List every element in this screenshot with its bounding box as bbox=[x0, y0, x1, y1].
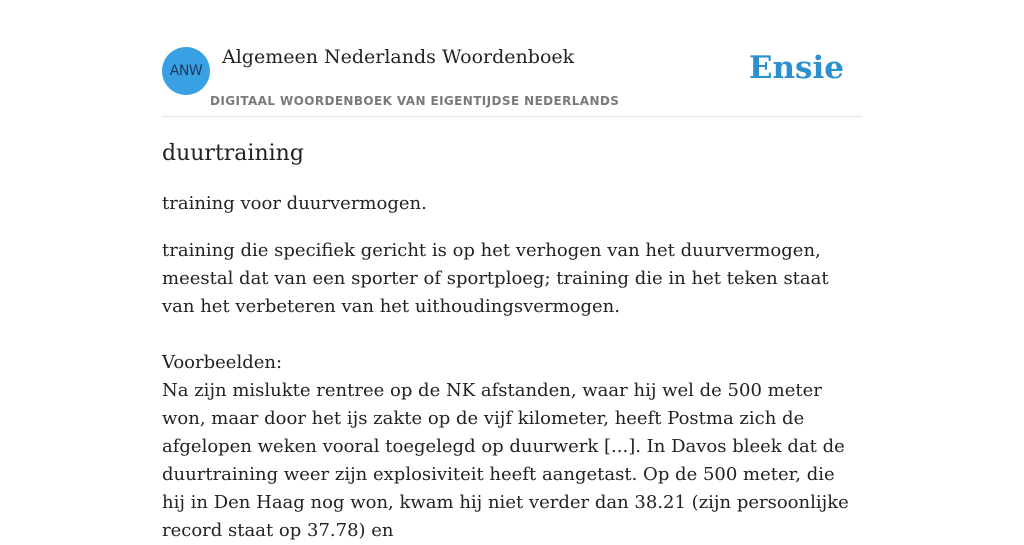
ensie-brand-link[interactable]: Ensie bbox=[748, 50, 844, 86]
examples-label: Voorbeelden: bbox=[162, 352, 283, 373]
page-title: duurtraining bbox=[162, 141, 304, 166]
logo-text: ANW bbox=[169, 63, 203, 79]
example-text: Na zijn mislukte rentree op de NK afstanden, waar hij wel de 500 meter won, maar door het ijs zakte op de vijf kilometer, heeft Postma zich de afgelopen weken vooral toegelegd op duurwerk [...]. In Davos bleek dat de duurtraining weer zijn explosiviteit heeft aangetast. Op de 500 meter, die hij in Den Haag nog won, kwam hij niet verder dan 38.21 (zijn persoonlijke record staat op 37.78) en bbox=[162, 380, 849, 541]
long-definition: training die specifiek gericht is op het verhogen van het duurvermogen, meestal dat van een sporter of sportploeg; training die in het teken staat van het verbeteren van het uithoudingsvermogen. bbox=[162, 240, 829, 317]
site-header bbox=[162, 0, 862, 117]
site-subtitle: DIGITAAL WOORDENBOEK VAN EIGENTIJDSE NEDERLANDS bbox=[210, 94, 620, 108]
short-definition: training voor duurvermogen. bbox=[162, 193, 427, 214]
anw-logo[interactable] bbox=[162, 47, 210, 95]
entry-content bbox=[162, 138, 862, 545]
site-title[interactable]: Algemeen Nederlands Woordenboek bbox=[222, 46, 575, 68]
